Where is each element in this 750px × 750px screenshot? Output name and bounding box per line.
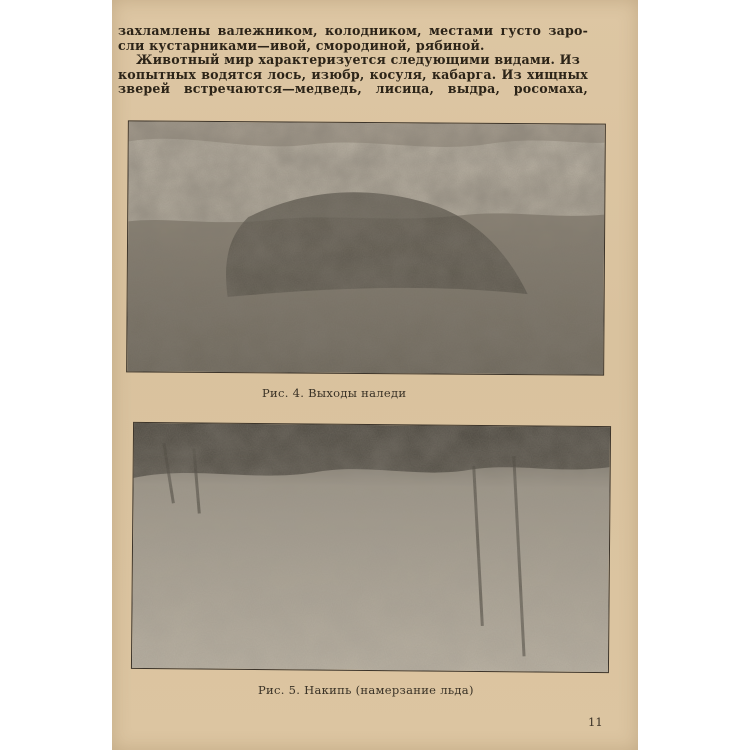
page-number: 11 bbox=[588, 715, 603, 729]
figure-5-photo bbox=[131, 422, 611, 673]
text-line: сли кустарниками—ивой, смородиной, рябиной. bbox=[118, 37, 485, 53]
figure-4-photo bbox=[126, 120, 606, 375]
text-line: Животный мир характеризуется следующими видами. Из bbox=[136, 52, 581, 68]
text-line: захламлены валежником, колодником, местами густо заро- bbox=[118, 23, 588, 38]
text-line: зверей встречаются—медведь, лисица, выдра, росомаха, bbox=[118, 81, 588, 97]
text-line: копытных водятся лось, изюбр, косуля, кабарга. Из хищных bbox=[118, 66, 588, 82]
book-page bbox=[112, 0, 638, 750]
figure-5-caption: Рис. 5. Накипь (намерзание льда) bbox=[258, 683, 474, 697]
figure-4-caption: Рис. 4. Выходы наледи bbox=[262, 386, 407, 400]
body-text bbox=[118, 24, 588, 97]
